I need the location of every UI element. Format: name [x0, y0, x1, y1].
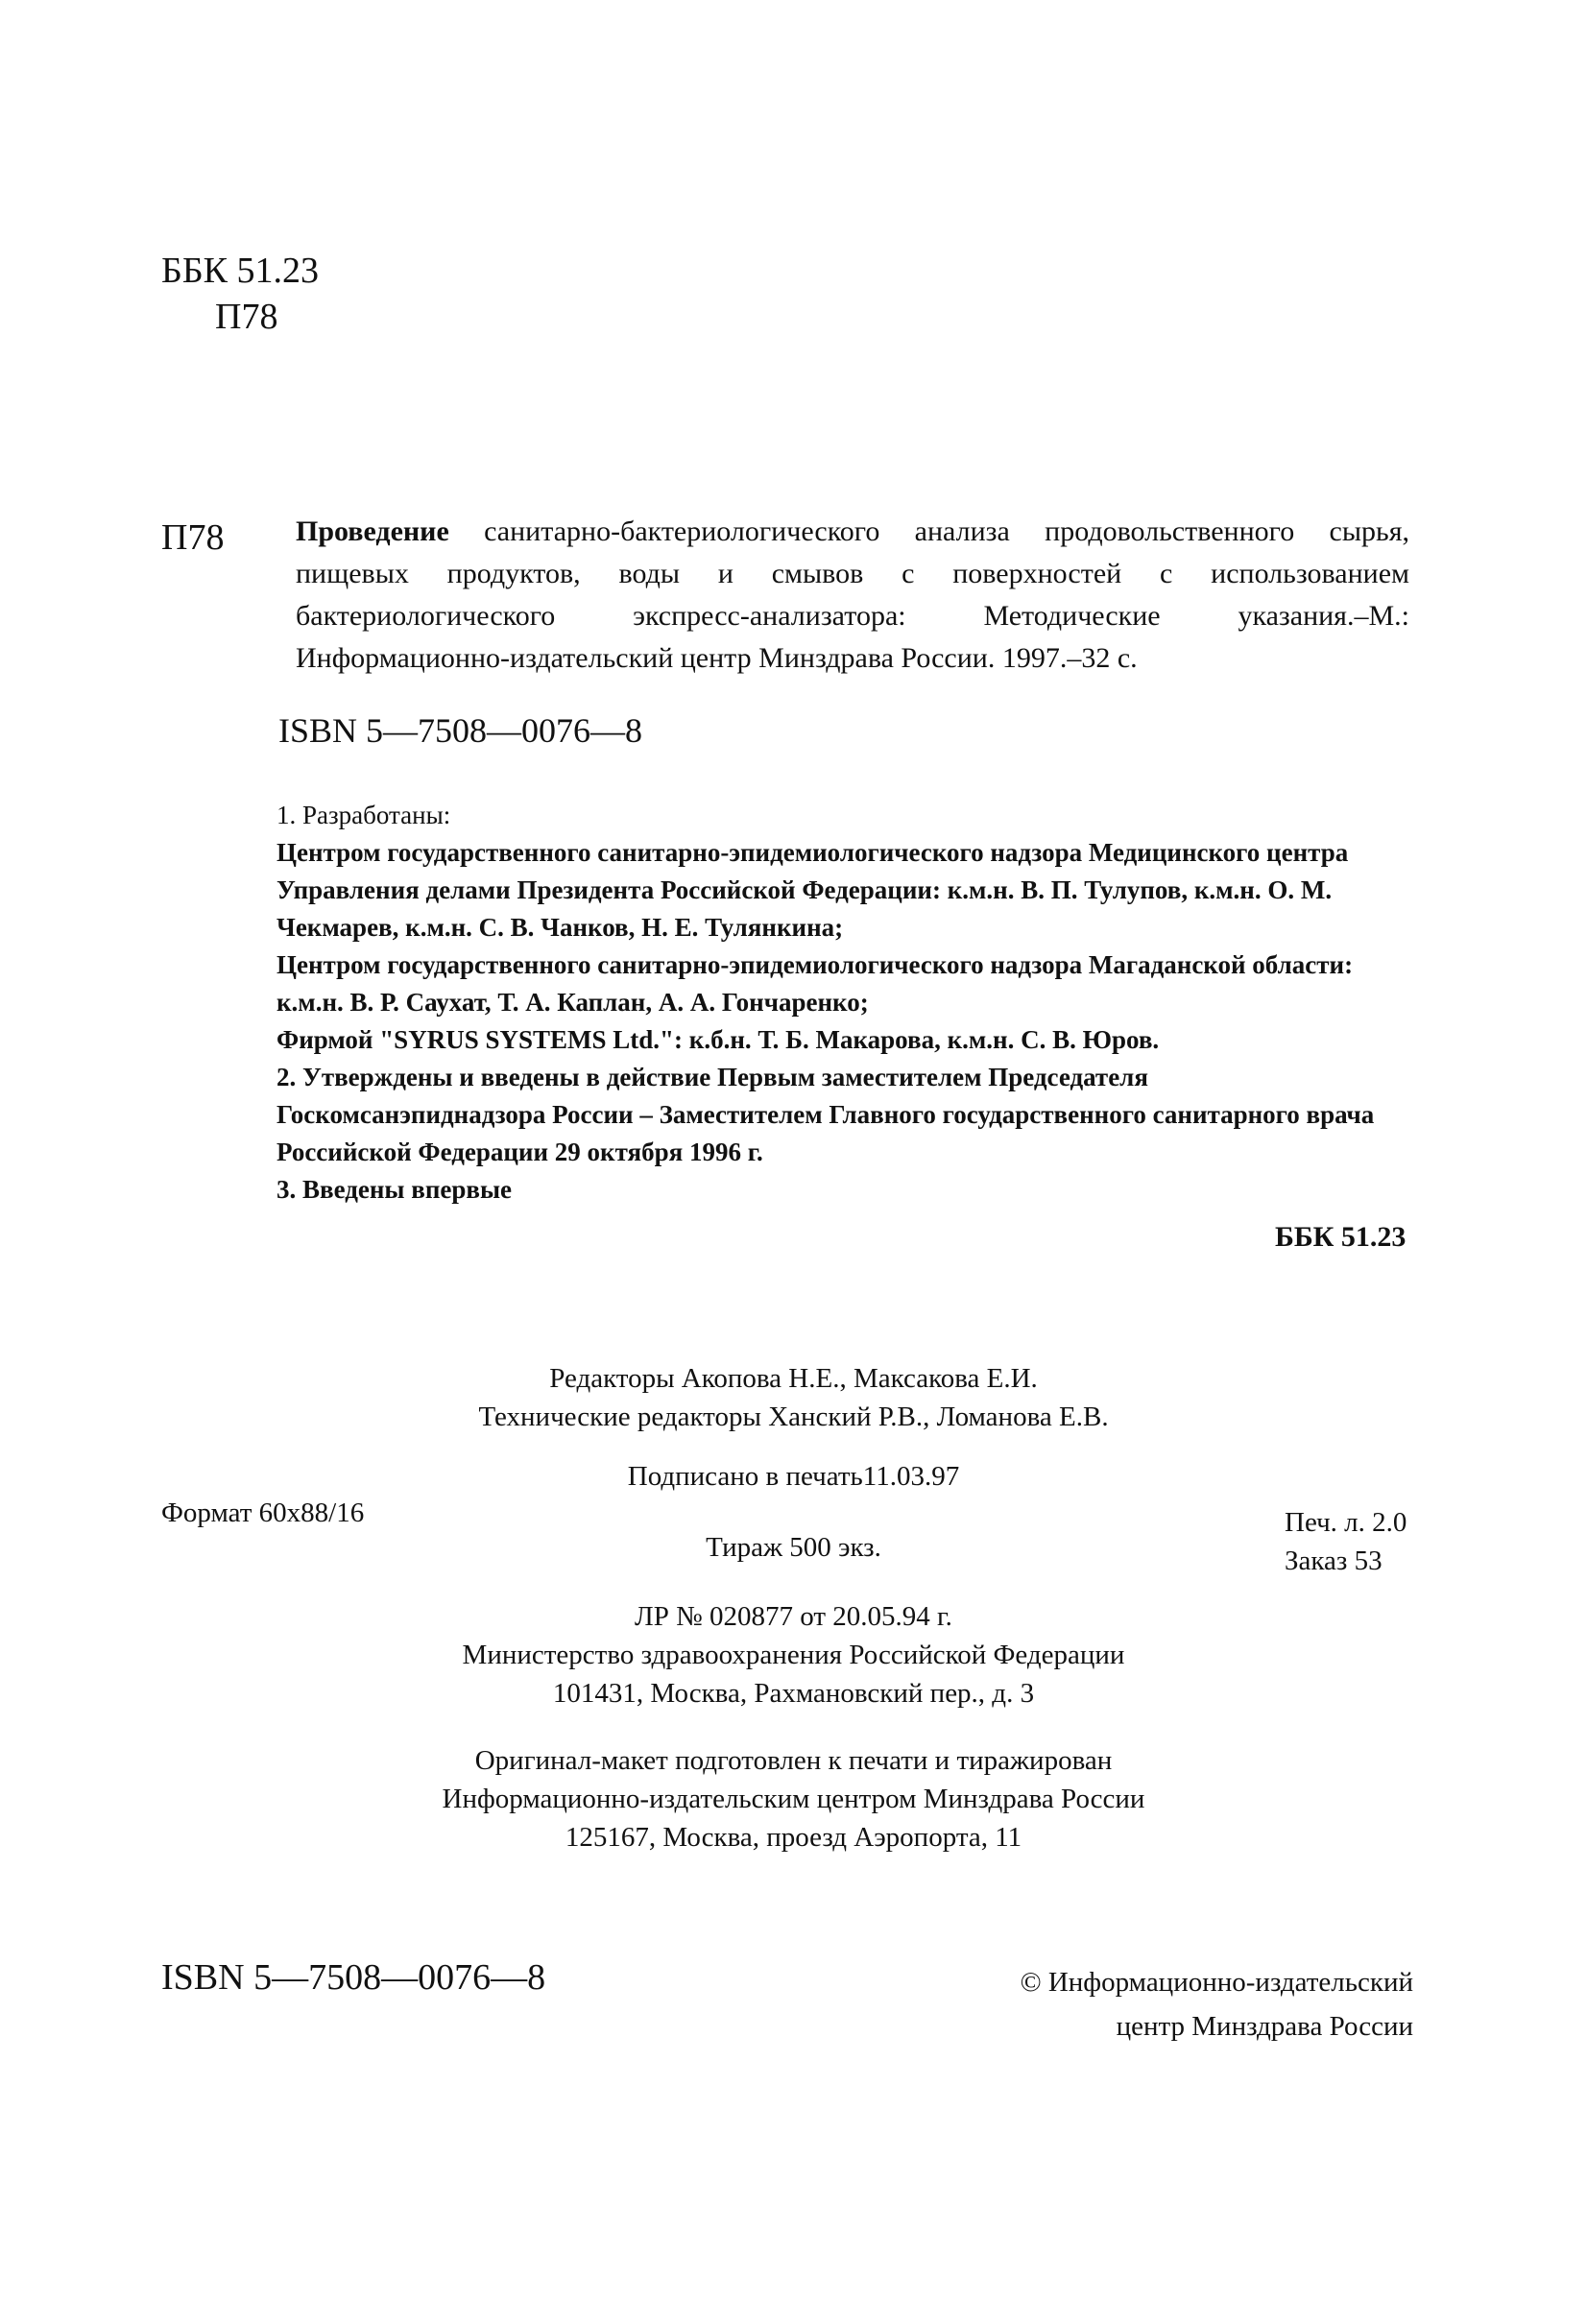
bbk-index: П78 [215, 297, 278, 337]
lr-line: ЛР № 020877 от 20.05.94 г. [635, 1601, 952, 1632]
editors-line: Редакторы Акопова Н.Е., Максакова Е.И. [549, 1363, 1038, 1394]
catalog-code: П78 [161, 517, 225, 558]
isbn-mid: ISBN 5—7508—0076—8 [278, 711, 643, 750]
dev-item1-label: 1. Разработаны: [277, 801, 451, 829]
ministry-address-line: 101431, Москва, Рахмановский пер., д. 3 [552, 1678, 1035, 1709]
zakaz-line: Заказ 53 [1285, 1545, 1383, 1576]
original-address-line: 125167, Москва, проезд Аэропорта, 11 [565, 1822, 1022, 1853]
format-line: Формат 60x88/16 [161, 1497, 365, 1528]
copyright-block [998, 1960, 1413, 2048]
ministry-line: Министерство здравоохранения Российской Федерации [462, 1640, 1125, 1670]
development-block [277, 797, 1414, 1209]
isbn-bottom: ISBN 5—7508—0076—8 [161, 1957, 546, 1998]
original-line-2: Информационно-издательским центром Минздрава России [442, 1784, 1145, 1814]
catalog-description [296, 511, 1409, 680]
dev-item2: 2. Утверждены и введены в действие Первым заместителем Председателя Госкомсанэпиднадзора России – Заместителем Главного государственного санитарного врача Российской Федерации 29 октября 1996 г. [277, 1063, 1375, 1166]
copyright-line-1: © Информационно-издательский [1020, 1967, 1413, 1998]
dev-item1-org3: Фирмой "SYRUS SYSTEMS Ltd.": к.б.н. Т. Б. Макарова, к.м.н. С. В. Юров. [277, 1025, 1160, 1054]
bbk-code: ББК 51.23 [161, 251, 319, 291]
original-line-1: Оригинал-макет подготовлен к печати и тиражирован [474, 1745, 1113, 1776]
bbk-right: ББК 51.23 [1275, 1221, 1407, 1253]
catalog-title: Проведение [296, 515, 449, 547]
copyright-line-2: центр Минздрава России [1116, 2011, 1413, 2042]
catalog-description-text: санитарно-бактериологического анализа продовольственного сырья, пищевых продуктов, воды и смывов с поверхностей с использованием бактериологического экспресс-анализатора: Методические указания.–М.: Информационно-издательский центр Минздрава России. 1997.–32 с. [296, 515, 1409, 674]
signed-line: Подписано в печать11.03.97 [627, 1461, 960, 1492]
tech-editors-line: Технические редакторы Ханский Р.В., Ломанова Е.В. [478, 1402, 1109, 1432]
dev-item1-org2: Центром государственного санитарно-эпидемиологического надзора Магаданской области: к.м.н. В. Р. Саухат, Т. А. Каплан, А. А. Гончаренко; [277, 950, 1354, 1017]
dev-item1-org1: Центром государственного санитарно-эпидемиологического надзора Медицинского центра Управления делами Президента Российской Федерации: к.м.н. В. П. Тулупов, к.м.н. О. М. Чекмарев, к.м.н. С. В. Чанков, Н. Е. Тулянкина; [277, 838, 1349, 942]
tirazh-line: Тираж 500 экз. [706, 1532, 881, 1563]
dev-item3: 3. Введены впервые [277, 1175, 513, 1204]
pech-line: Печ. л. 2.0 [1285, 1507, 1407, 1538]
bbk-heading [161, 248, 319, 340]
